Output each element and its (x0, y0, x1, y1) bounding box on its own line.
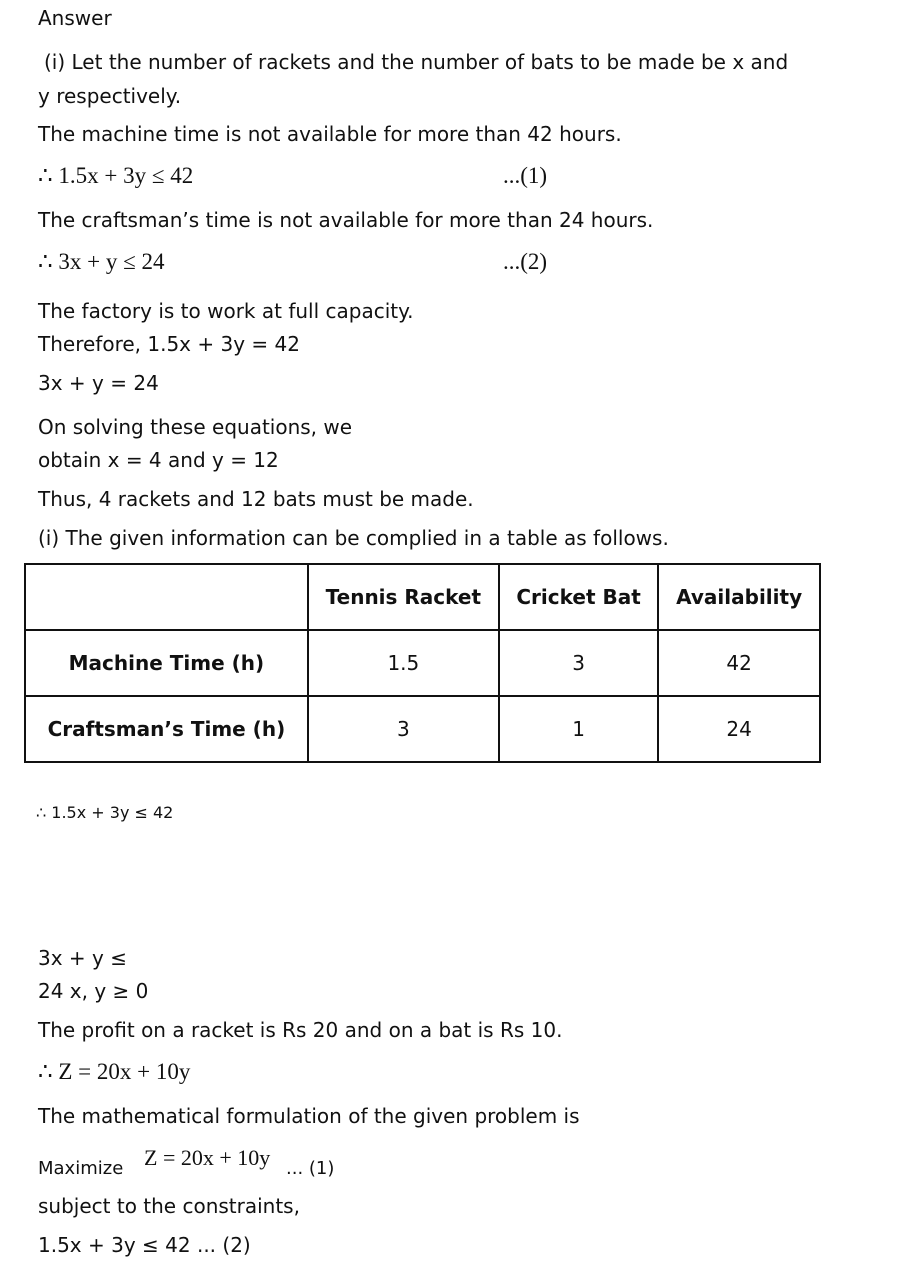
maximize-tag: ... (1) (286, 1158, 335, 1179)
table-header-cell: Cricket Bat (499, 564, 658, 630)
table-cell: 3 (499, 630, 658, 696)
table-row-label: Machine Time (h) (25, 630, 308, 696)
table-header-cell: Tennis Racket (308, 564, 499, 630)
answer-heading: Answer (38, 6, 112, 30)
table-row (25, 630, 820, 696)
conclusion-sentence: Thus, 4 rackets and 12 bats must be made. (38, 487, 474, 511)
machine-time-sentence: The machine time is not available for more than 42 hours. (38, 122, 622, 146)
table-row-label: Craftsman’s Time (h) (25, 696, 308, 762)
table-row (25, 696, 820, 762)
constraint-line-2: 24 x, y ≥ 0 (38, 979, 149, 1003)
inequality-1-tag: ...(1) (503, 163, 548, 188)
table-cell: 1 (499, 696, 658, 762)
last-constraint: 1.5x + 3y ≤ 42 ... (2) (38, 1233, 251, 1257)
formulation-sentence: The mathematical formulation of the given problem is (38, 1104, 580, 1128)
maximize-expression: Z = 20x + 10y (144, 1145, 271, 1170)
subject-sentence: subject to the constraints, (38, 1194, 300, 1218)
inequality-2-tag: ...(2) (503, 249, 548, 274)
profit-sentence: The profit on a racket is Rs 20 and on a bat is Rs 10. (38, 1018, 563, 1042)
table-header-row (25, 564, 820, 630)
intro-line-1: (i) Let the number of rackets and the number of bats to be made be x and (44, 50, 789, 74)
table-header-cell: Availability (658, 564, 820, 630)
table-cell: 42 (658, 630, 820, 696)
info-table (24, 563, 821, 763)
table-intro: (i) The given information can be complied in a table as follows. (38, 526, 669, 550)
objective-equation: ∴ Z = 20x + 10y (38, 1059, 191, 1084)
maximize-label: Maximize (38, 1158, 124, 1179)
inequality-1: ∴ 1.5x + 3y ≤ 42 (38, 163, 194, 188)
constraint-line-1: 3x + y ≤ (38, 946, 127, 970)
inequality-2: ∴ 3x + y ≤ 24 (38, 249, 165, 274)
table-header-cell (25, 564, 308, 630)
intro-line-2: y respectively. (38, 84, 182, 108)
craftsman-time-sentence: The craftsman’s time is not available for more than 24 hours. (38, 208, 654, 232)
table-cell: 3 (308, 696, 499, 762)
solving-line-1: On solving these equations, we (38, 415, 353, 439)
table-cell: 24 (658, 696, 820, 762)
equation-1: Therefore, 1.5x + 3y = 42 (38, 332, 300, 356)
capacity-sentence: The factory is to work at full capacity. (38, 299, 414, 323)
small-inequality: ∴ 1.5x + 3y ≤ 42 (36, 803, 174, 822)
table-cell: 1.5 (308, 630, 499, 696)
equation-2: 3x + y = 24 (38, 371, 159, 395)
solving-line-2: obtain x = 4 and y = 12 (38, 448, 279, 472)
